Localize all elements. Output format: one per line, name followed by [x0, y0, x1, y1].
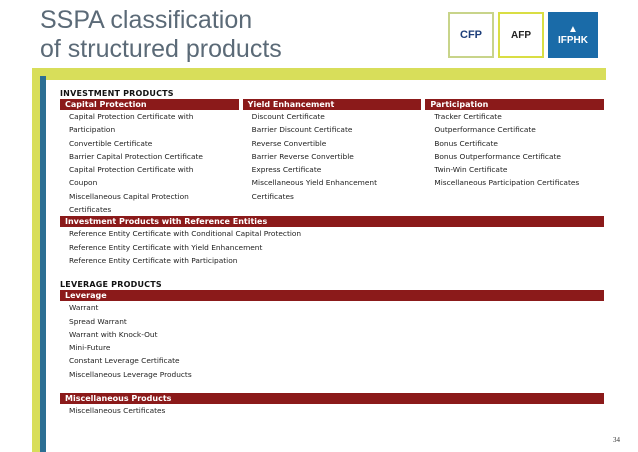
list-item: Barrier Discount Certificate	[251, 125, 353, 135]
afp-logo	[498, 12, 544, 58]
leverage-heading: LEVERAGE PRODUCTS	[60, 280, 162, 290]
investment-heading: INVESTMENT PRODUCTS	[60, 89, 174, 98]
section-spacer	[60, 381, 604, 393]
afp-logo-text: AFP	[511, 29, 531, 41]
classification-table	[60, 88, 604, 417]
list-item: Outperformance Certificate	[434, 125, 536, 135]
list-item: Coupon	[69, 178, 98, 188]
capital-protection-header: Capital Protection	[60, 99, 239, 110]
list-item: Mini-Future	[69, 343, 111, 353]
title-line-1: SSPA classification	[40, 6, 253, 34]
section-spacer	[60, 267, 604, 279]
leverage-header: Leverage	[60, 290, 604, 301]
decorative-band-left-blue	[40, 76, 46, 452]
list-item: Reference Entity Certificate with Yield Enhancement	[69, 242, 263, 252]
list-item: Tracker Certificate	[434, 112, 502, 121]
list-item: Reference Entity Certificate with Conditional Capital Protection	[69, 229, 302, 239]
list-item: Reference Entity Certificate with Participation	[69, 255, 238, 265]
list-item: Reverse Convertible	[251, 138, 327, 148]
list-item: Discount Certificate	[251, 112, 325, 121]
investment-columns	[60, 99, 604, 216]
reference-entities-header: Investment Products with Reference Entities	[60, 216, 604, 227]
list-item: Warrant with Knock-Out	[69, 329, 158, 339]
list-item: Miscellaneous Participation Certificates	[434, 178, 580, 188]
ifphk-logo	[548, 12, 598, 58]
ifphk-emblem-icon: ▲	[568, 24, 578, 35]
list-item: Miscellaneous Leverage Products	[69, 369, 192, 379]
list-item: Constant Leverage Certificate	[69, 356, 180, 366]
list-item: Miscellaneous Yield Enhancement	[251, 178, 377, 188]
list-item: Capital Protection Certificate with	[69, 165, 194, 175]
yield-enhancement-header: Yield Enhancement	[243, 99, 422, 110]
list-item: Miscellaneous Certificates	[69, 406, 166, 416]
list-item: Barrier Reverse Convertible	[251, 151, 354, 161]
title-line-2: of structured products	[40, 35, 282, 63]
cfp-logo	[448, 12, 494, 58]
capital-protection-column	[60, 99, 239, 216]
slide-title	[40, 6, 282, 64]
list-item: Twin-Win Certificate	[434, 165, 508, 175]
list-item: Certificates	[69, 205, 112, 215]
ifphk-logo-text: IFPHK	[558, 35, 588, 46]
yield-enhancement-column	[243, 99, 422, 216]
list-item: Spread Warrant	[69, 316, 127, 326]
list-item: Warrant	[69, 303, 99, 313]
page-number: 34	[613, 436, 620, 444]
list-item: Capital Protection Certificate with	[69, 112, 194, 121]
list-item: Express Certificate	[251, 165, 322, 175]
decorative-band-top	[32, 68, 606, 80]
misc-header: Miscellaneous Products	[60, 393, 604, 404]
participation-column	[425, 99, 604, 216]
participation-header: Participation	[425, 99, 604, 110]
list-item: Convertible Certificate	[69, 138, 153, 148]
cfp-logo-text: CFP	[460, 29, 482, 41]
list-item: Bonus Certificate	[434, 138, 498, 148]
list-item: Participation	[69, 125, 116, 135]
list-item: Barrier Capital Protection Certificate	[69, 151, 203, 161]
list-item: Bonus Outperformance Certificate	[434, 151, 561, 161]
logo-group	[448, 12, 598, 58]
list-item: Certificates	[251, 191, 294, 201]
list-item: Miscellaneous Capital Protection	[69, 191, 189, 201]
